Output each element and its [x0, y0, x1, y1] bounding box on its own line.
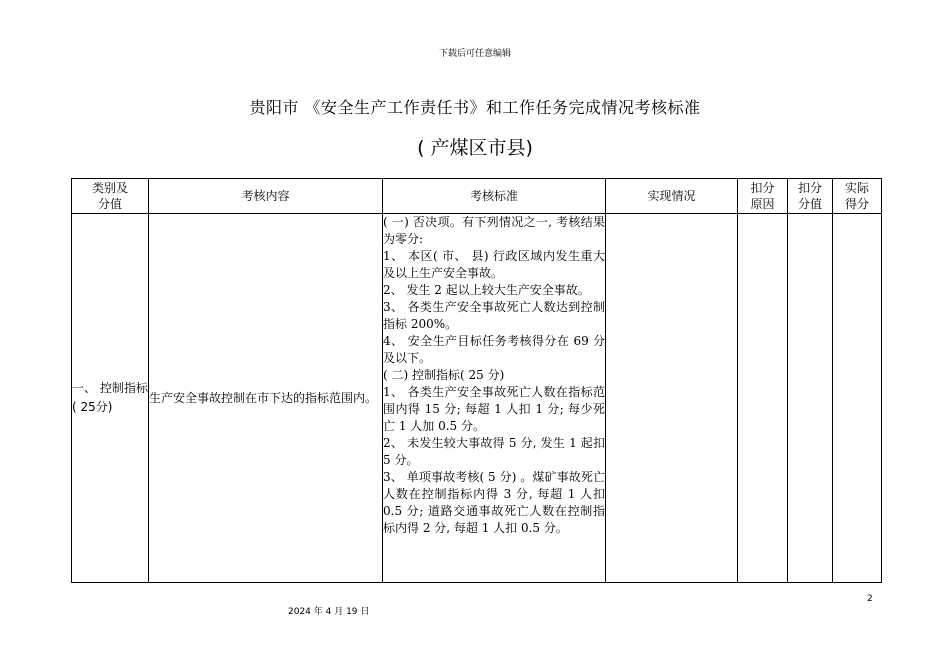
- header-actual: 实现情况: [606, 179, 738, 214]
- header-deduct-reason-line1: 扣分: [750, 181, 775, 195]
- assessment-table: [71, 178, 882, 583]
- header-category-line1: 类别及: [91, 181, 128, 195]
- header-final-score: [833, 179, 882, 214]
- standard-line: ( 一) 否决项。有下列情况之一, 考核结果为零分:: [383, 215, 605, 246]
- cell-content: 生产安全事故控制在市下达的指标范围内。: [149, 214, 383, 583]
- document-subtitle: ( 产煤区市县): [417, 137, 533, 159]
- cell-deduct-score: [788, 214, 833, 583]
- header-final-score-line2: 得分: [844, 197, 869, 211]
- cell-category: 一、 控制指标 ( 25分): [72, 214, 149, 583]
- standard-line: 4、 安全生产目标任务考核得分在 69 分及以下。: [383, 334, 605, 365]
- header-category: [72, 179, 149, 214]
- header-category-line2: 分值: [97, 197, 122, 211]
- standard-line: 3、 单项事故考核( 5 分) 。煤矿事故死亡人数在控制指标内得 3 分, 每超 1 人扣 0.5 分; 道路交通事故死亡人数在控制指标内得 2 分, 每超 1 人扣 0.5 分。: [383, 470, 609, 535]
- standard-line: 1、 本区( 市、 县) 行政区域内发生重大及以上生产安全事故。: [383, 249, 605, 280]
- table-header-row: [72, 179, 882, 214]
- header-deduct-score-line1: 扣分: [797, 181, 822, 195]
- header-deduct-reason-line2: 原因: [750, 197, 775, 211]
- header-deduct-score: [788, 179, 833, 214]
- header-final-score-line1: 实际: [844, 181, 869, 195]
- standard-line: 1、 各类生产安全事故死亡人数在指标范围内得 15 分; 每超 1 人扣 1 分; 每少死亡 1 人加 0.5 分。: [383, 385, 605, 433]
- header-standard: 考核标准: [383, 179, 606, 214]
- cell-final-score: [833, 214, 882, 583]
- table-row: [72, 214, 882, 583]
- cell-actual: [606, 214, 738, 583]
- header-deduct-reason: [738, 179, 788, 214]
- standard-line: 3、 各类生产安全事故死亡人数达到控制指标 200%。: [383, 300, 605, 331]
- standard-line: 2、 未发生较大事故得 5 分, 发生 1 起扣 5 分。: [383, 436, 609, 467]
- page-number: 2: [867, 594, 873, 604]
- cell-standard: [383, 214, 609, 583]
- cell-deduct-reason: [738, 214, 788, 583]
- header-note: 下载后可任意编辑: [438, 49, 511, 59]
- header-content: 考核内容: [149, 179, 383, 214]
- footer-date: 2024 年 4 月 19 日: [288, 607, 370, 617]
- header-deduct-score-line2: 分值: [797, 197, 822, 211]
- document-title: 贵阳市 《安全生产工作责任书》和工作任务完成情况考核标准: [249, 98, 701, 117]
- standard-line: 2、 发生 2 起以上较大生产安全事故。: [383, 283, 590, 297]
- standard-line: ( 二) 控制指标( 25 分): [383, 368, 505, 382]
